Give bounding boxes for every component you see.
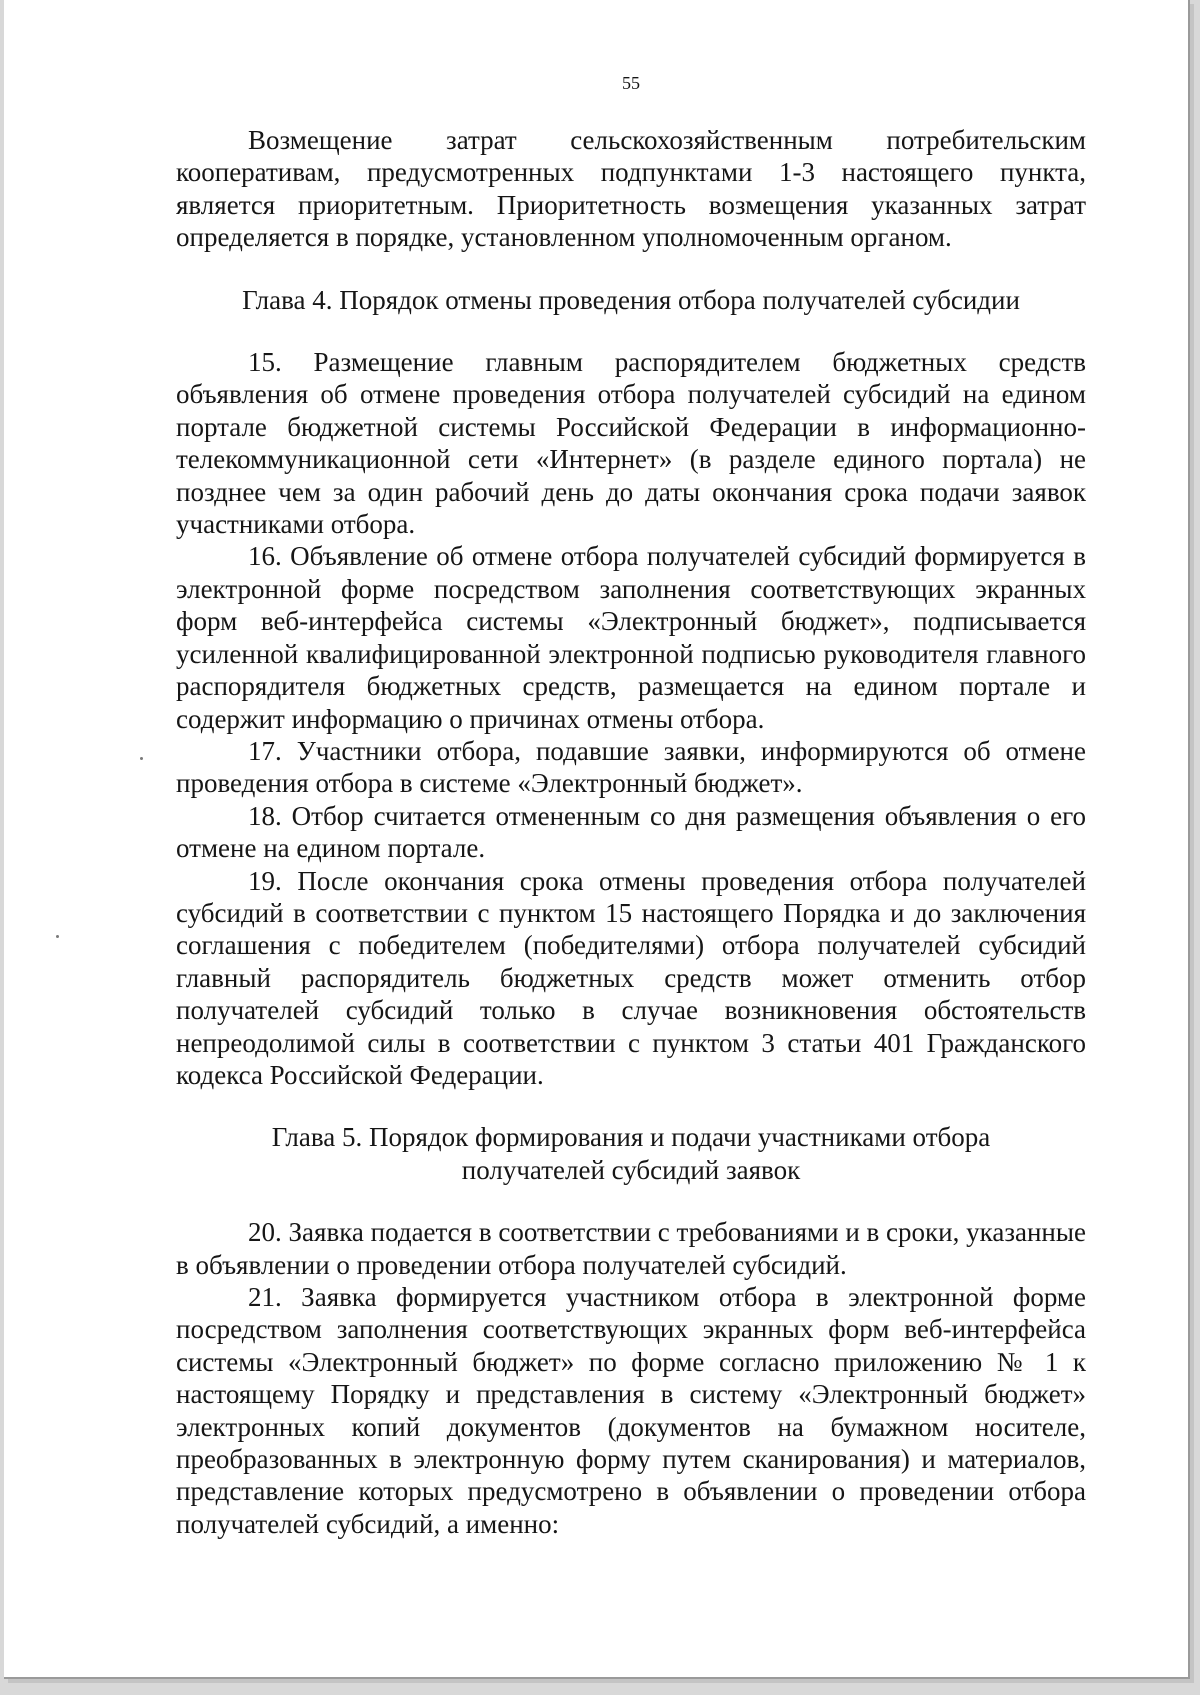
chapter-5-heading (176, 1121, 1086, 1186)
chapter-5-heading-line-2: получателей субсидий заявок (461, 1154, 801, 1185)
chapter-4-heading: Глава 4. Порядок отмены проведения отбора получателей субсидии (242, 284, 1020, 315)
paragraph-cooperative-costs: Возмещение затрат сельскохозяйственным потребительским кооперативам, предусмотренных подпунктами 1-3 настоящего пункта, является приоритетным. Приоритетность возмещения указанных затрат определяется в порядке, установленном уполномоченным органом. (176, 125, 1086, 253)
document-body (176, 72, 1086, 1540)
paragraph-18: 18. Отбор считается отмененным со дня размещения объявления о его отмене на едином портале. (176, 800, 1086, 864)
paragraph-15: 15. Размещение главным распорядителем бюджетных средств объявления об отмене проведения отбора получателей субсидий на едином портале бюджетной системы Российской Федерации в информационно-телекоммуникационной сети «Интернет» (в разделе единого портала) не позднее чем за один рабочий день до даты окончания срока подачи заявок участниками отбора. (176, 347, 1086, 540)
paragraph-21: 21. Заявка формируется участником отбора в электронной форме посредством заполнения соответствующих экранных форм веб-интерфейса системы «Электронный бюджет» по форме согласно приложению № 1 к настоящему Порядку и представления в систему «Электронный бюджет» электронных копий документов (документов на бумажном носителе, преобразованных в электронную форму путем сканирования) и материалов, представление которых предусмотрено в объявлении о проведении отбора получателей субсидий, а именно: (176, 1282, 1086, 1539)
paragraph-17: 17. Участники отбора, подавшие заявки, информируются об отмене проведения отбора в системе «Электронный бюджет». (176, 735, 1086, 799)
scan-speck (56, 935, 59, 938)
paragraph-19: 19. После окончания срока отмены проведения отбора получателей субсидий в соответствии с пунктом 15 настоящего Порядка и до заключения соглашения с победителем (победителями) отбора получателей субсидий главный распорядитель бюджетных средств может отменить отбор получателей субсидий только в случае возникновения обстоятельств непреодолимой силы в соответствии с пунктом 3 статьи 401 Гражданского кодекса Российской Федерации. (176, 865, 1086, 1090)
paragraph-20: 20. Заявка подается в соответствии с требованиями и в сроки, указанные в объявлении о проведении отбора получателей субсидий. (176, 1217, 1086, 1280)
paragraph-16: 16. Объявление об отмене отбора получателей субсидий формируется в электронной форме посредством заполнения соответствующих экранных форм веб-интерфейса системы «Электронный бюджет», подписывается усиленной квалифицированной электронной подписью руководителя главного распорядителя бюджетных средств, размещается на едином портале и содержит информацию о причинах отмены отбора. (176, 541, 1086, 734)
scan-speck (140, 757, 143, 760)
chapter-5-heading-line-1: Глава 5. Порядок формирования и подачи участниками отбора (271, 1122, 991, 1153)
document-page (4, 0, 1190, 1679)
page-number: 55 (622, 73, 640, 93)
